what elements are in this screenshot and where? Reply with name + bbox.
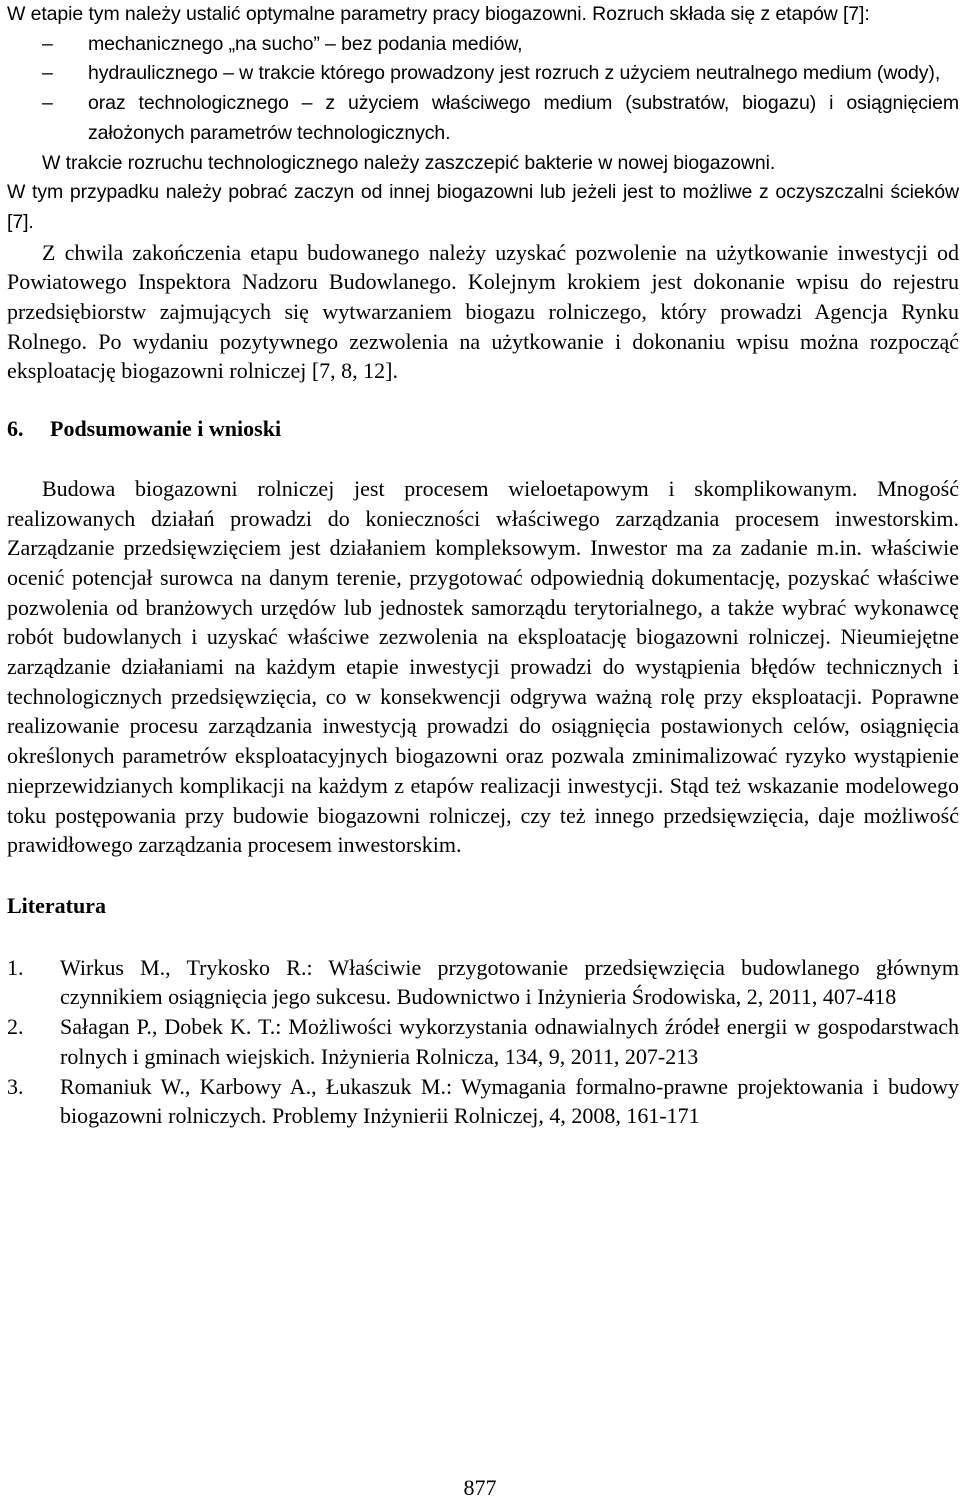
reference-item: [7, 1012, 959, 1071]
references-list: [7, 953, 959, 1131]
references-heading: Literatura: [7, 892, 106, 918]
bacteria-paragraph: W trakcie rozruchu technologicznego należy zaszczepić bakterie w nowej biogazowni.: [42, 151, 776, 174]
reference-number: 2.: [7, 1014, 24, 1040]
reference-text: Romaniuk W., Karbowy A., Łukaszuk M.: Wymagania formalno-prawne projektowania i budowy biogazowni rolniczych. Problemy Inżynierii Rolniczej, 4, 2008, 161-171: [60, 1073, 959, 1129]
starter-paragraph: W tym przypadku należy pobrać zaczyn od innej biogazowni lub jeżeli jest to możliwe z oczyszczalni ścieków [7].: [7, 181, 959, 233]
permit-paragraph: Z chwila zakończenia etapu budowanego należy uzyskać pozwolenie na użytkowanie inwestycji od Powiatowego Inspektora Nadzoru Budowlanego. Kolejnym krokiem jest dokonanie wpisu do rejestru przedsiębiorstw zajmujących się wytwarzaniem biogazu rolniczego, który prowadzi Agencja Rynku Rolnego. Po wydaniu pozytywnego zezwolenia na użytkowanie i dokonaniu wpisu można rozpocząć eksploatację biogazowni rolniczej [7, 8, 12].: [7, 239, 959, 384]
reference-text: Sałagan P., Dobek K. T.: Możliwości wykorzystania odnawialnych źródeł energii w gospodarstwach rolnych i gminach wiejskich. Inżynieria Rolnicza, 134, 9, 2011, 207-213: [60, 1014, 959, 1069]
reference-item: [7, 1072, 959, 1131]
stage-hydraulic: – hydraulicznego – w trakcie którego prowadzony jest rozruch z użyciem neutralnego medium (wody),: [7, 59, 959, 89]
section-heading: [7, 414, 959, 444]
summary-paragraph: Budowa biogazowni rolniczej jest procesem wieloetapowym i skomplikowanym. Mnogość realizowanych działań prowadzi do konieczności właściwego zarządzania procesem inwestorskim. Zarządzanie przedsięwzięciem jest działaniem kompleksowym. Inwestor ma za zadanie m.in. właściwie ocenić potencjał surowca na danym terenie, przygotować odpowiednią dokumentację, pozyskać właściwe pozwolenia od branżowych urzędów lub jednostek samorządu terytorialnego, a także wybrać wykonawcę robót budowlanych i uzyskać właściwe zezwolenia na eksploatację biogazowni rolniczej. Nieumiejętne zarządzanie działaniami na każdym etapie inwestycji prowadzi do wystąpienia błędów technicznych i technologicznych przedsięwzięcia, co w konsekwencji odgrywa ważną rolę przy eksploatacji. Poprawne realizowanie procesu zarządzania inwestycją prowadzi do osiągnięcia postawionych celów, osiągnięcia określonych parametrów eksploatacyjnych biogazowni oraz pozwala zminimalizować ryzyko wystąpienie nieprzewidzianych komplikacji na każdym z etapów realizacji inwestycji. Stąd też wskazanie modelowego toku postępowania przy budowie biogazowni rolniczej, czy też innego przedsięwzięcia, daje możliwość prawidłowego zarządzania procesem inwestorskim.: [7, 475, 959, 858]
reference-number: 3.: [7, 1073, 24, 1099]
reference-item: [7, 953, 959, 1012]
reference-number: 1.: [7, 954, 24, 980]
startup-stages-list: [7, 30, 959, 149]
reference-text: Wirkus M., Trykosko R.: Właściwie przygotowanie przedsięwzięcia budowlanego głównym czynnikiem osiągnięcia jego sukcesu. Budownictwo i Inżynieria Środowiska, 2, 2011, 407-418: [60, 954, 959, 1010]
stage-technological: – oraz technologicznego – z użyciem właściwego medium (substratów, biogazu) i osiągnięciem założonych parametrów technologicznych.: [7, 89, 959, 148]
section-number: 6.: [7, 416, 24, 442]
intro-paragraph: W etapie tym należy ustalić optymalne parametry pracy biogazowni. Rozruch składa się z etapów [7]:: [7, 3, 870, 25]
document-page: [7, 0, 959, 1131]
page-number: 877: [463, 1475, 497, 1500]
stage-mechanical: – mechanicznego „na sucho” – bez podania mediów,: [7, 30, 959, 60]
section-title: Podsumowanie i wnioski: [50, 416, 282, 442]
